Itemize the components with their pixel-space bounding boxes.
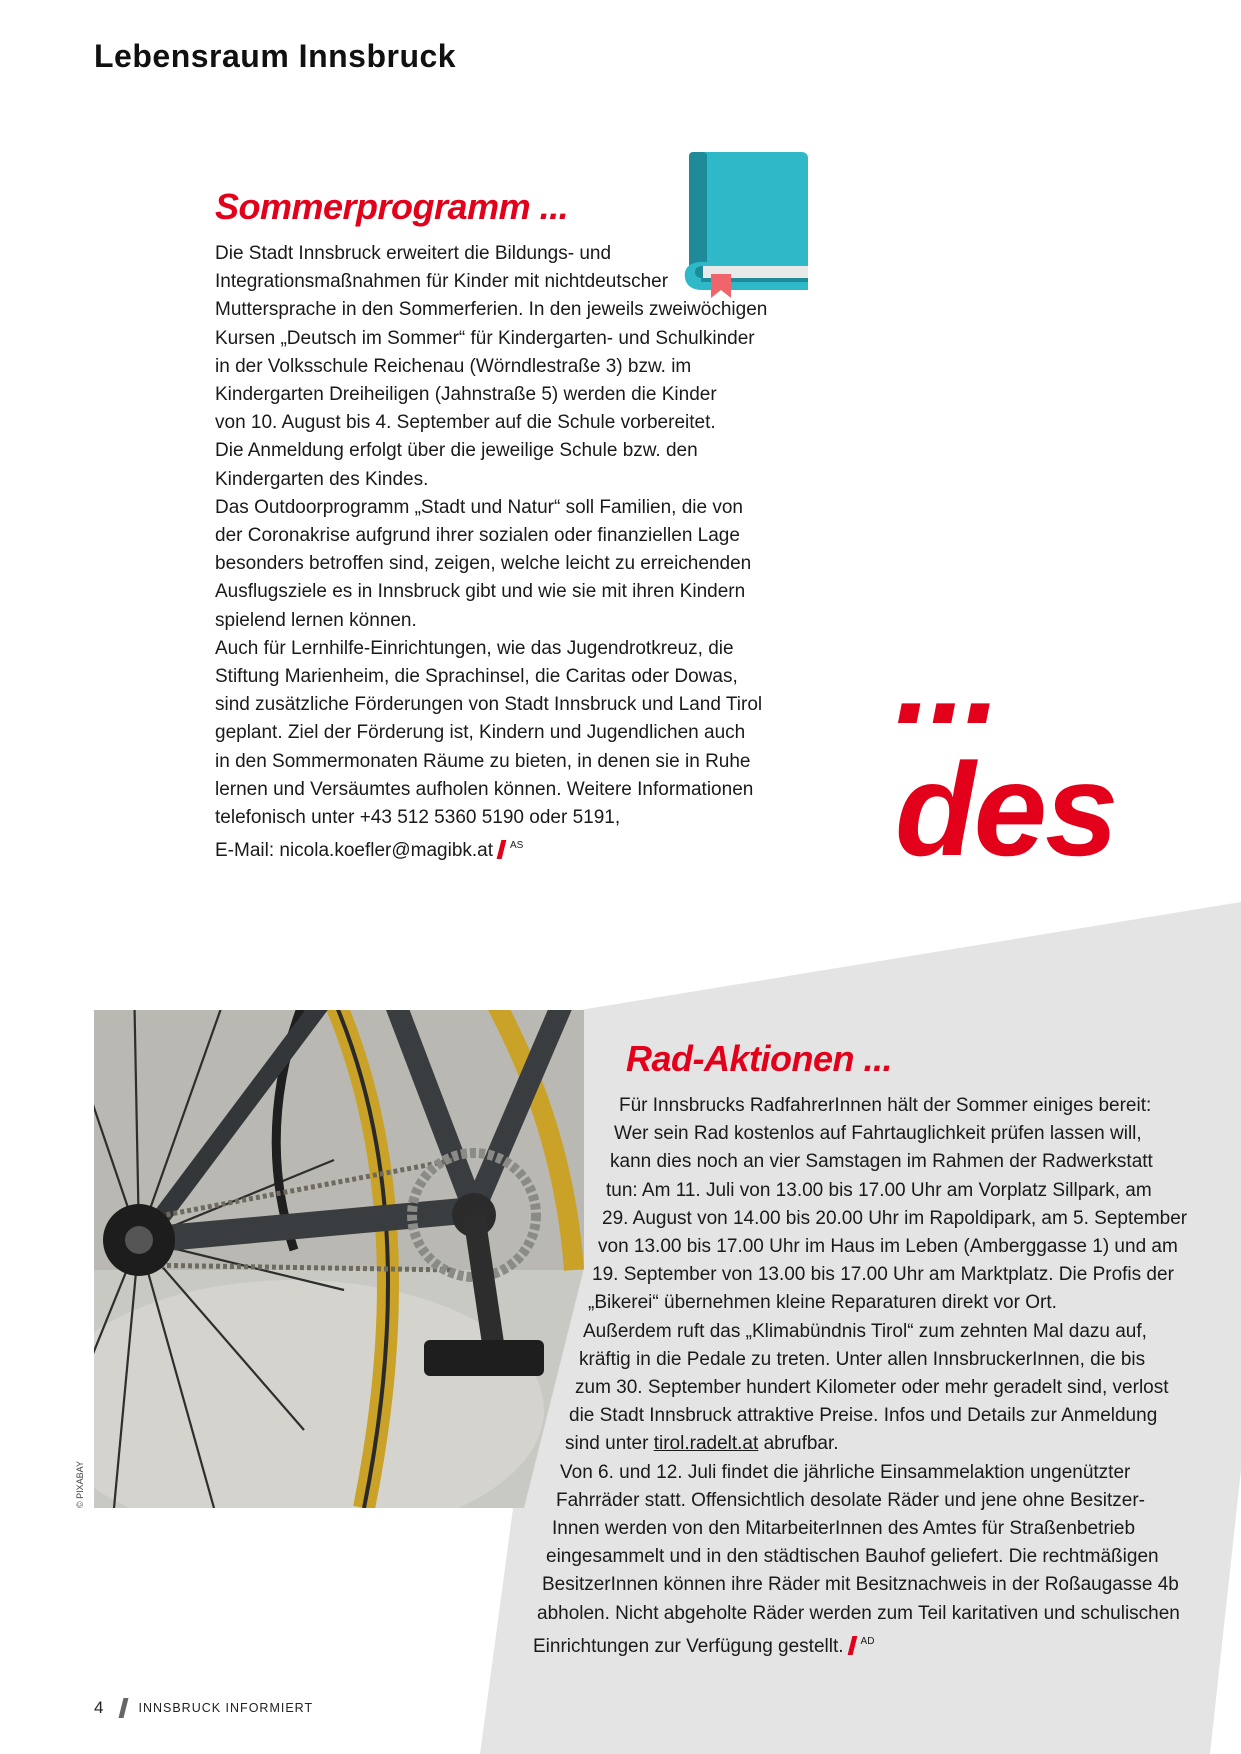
text-line: der Coronakrise aufgrund ihrer sozialen oder finanziellen Lage [215,525,740,547]
text-line: von 10. August bis 4. September auf die Schule vorbereitet. [215,412,716,434]
text-line: telefonisch unter +43 512 5360 5190 oder 5191, [215,807,621,829]
link-prefix: sind unter [565,1433,649,1455]
page-footer [94,1698,313,1718]
text-line: Fahrräder statt. Offensichtlich desolate Räder und jene ohne Besitzer- [556,1489,1145,1511]
photo-credit: © PIXABAY [75,1461,85,1508]
text-line: eingesammelt und in den städtischen Bauhof geliefert. Die rechtmäßigen [546,1546,1159,1568]
text-line: kann dies noch an vier Samstagen im Rahmen der Radwerkstatt [610,1151,1153,1173]
section-title-sommerprogramm: Sommerprogramm ... [215,186,569,227]
text-line: Kursen „Deutsch im Sommer“ für Kindergarten- und Schulkinder [215,327,755,349]
text-line: Muttersprache in den Sommerferien. In den jeweils zweiwöchigen [215,299,768,321]
text-line: spielend lernen können. [215,609,417,631]
link-suffix: abrufbar. [763,1433,839,1455]
text-line: von 13.00 bis 17.00 Uhr im Haus im Leben (Amberggasse 1) und am [598,1236,1178,1258]
text-line: Ausflugsziele es in Innsbruck gibt und wie sie mit ihren Kindern [215,581,746,603]
author-signature: AD [860,1635,875,1647]
text-line: in den Sommermonaten Räume zu bieten, in denen sie in Ruhe [215,750,751,772]
text-line-link [0,1430,1187,1458]
text-line: Außerdem ruft das „Klimabündnis Tirol“ zum zehnten Mal dazu auf, [583,1320,1147,1342]
text-line: Das Outdoorprogramm „Stadt und Natur“ soll Familien, die von [215,496,744,518]
section-body-rad-aktionen [0,1092,1187,1661]
text-line: Auch für Lernhilfe-Einrichtungen, wie das Jugendrotkreuz, die [215,637,734,659]
text-line: lernen und Versäumtes aufholen können. Weitere Informationen [215,778,754,800]
text-line: kräftig in die Pedale zu treten. Unter allen InnsbruckerInnen, die bis [579,1348,1146,1370]
end-slash-icon [847,1636,857,1655]
text-line: sind zusätzliche Förderungen von Stadt Innsbruck und Land Tirol [215,694,763,716]
publication-name: INNSBRUCK INFORMIERT [138,1701,314,1715]
author-signature: AS [510,840,524,852]
footer-slash-icon [119,1698,129,1718]
text-line: besonders betroffen sind, zeigen, welche leicht zu erreichenden [215,553,752,575]
text-line: Für Innsbrucks RadfahrerInnen hält der Sommer einiges bereit: [619,1095,1152,1116]
text-line: Von 6. und 12. Juli findet die jährliche Einsammelaktion ungenützter [560,1461,1131,1483]
text-line: tun: Am 11. Juli von 13.00 bis 17.00 Uhr am Vorplatz Sillpark, am [606,1179,1152,1201]
email-text[interactable]: E-Mail: nicola.koefler@magibk.at [215,840,494,862]
text-line: Die Anmeldung erfolgt über die jeweilige Schule bzw. den [215,440,698,462]
page-header-title: Lebensraum Innsbruck [94,38,457,74]
text-line-end [0,1628,1187,1661]
text-line: BesitzerInnen können ihre Räder mit Besitznachweis in der Roßaugasse 4b [542,1574,1179,1596]
tirol-radelt-link[interactable]: tirol.radelt.at [653,1433,759,1455]
section-body-sommerprogramm [215,240,767,865]
text-line: „Bikerei“ übernehmen kleine Reparaturen direkt vor Ort. [588,1292,1057,1314]
text-line: die Stadt Innsbruck attraktive Preise. Infos und Details zur Anmeldung [569,1405,1158,1427]
text-line: Wer sein Rad kostenlos auf Fahrtauglichkeit prüfen lassen will, [614,1123,1142,1145]
text-line: Kindergarten des Kindes. [215,468,429,490]
text-line: Kindergarten Dreiheiligen (Jahnstraße 5) werden die Kinder [215,384,717,406]
last-line-text: Einrichtungen zur Verfügung gestellt. [533,1635,844,1657]
end-slash-icon [497,840,507,859]
text-line: geplant. Ziel der Förderung ist, Kindern und Jugendlichen auch [215,722,746,744]
text-line: 29. August von 14.00 bis 20.00 Uhr im Rapoldipark, am 5. September [602,1207,1188,1229]
text-line: zum 30. September hundert Kilometer oder mehr geradelt sind, verlost [575,1377,1169,1399]
text-line: 19. September von 13.00 bis 17.00 Uhr am Marktplatz. Die Profis der [592,1264,1174,1286]
text-line: Innen werden von den MitarbeiterInnen des Amtes für Straßenbetrieb [552,1518,1136,1540]
text-line: Integrationsmaßnahmen für Kinder mit nichtdeutscher [215,271,669,293]
text-line: in der Volksschule Reichenau (Wörndlestraße 3) bzw. im [215,355,692,377]
text-line: abholen. Nicht abgeholte Räder werden zum Teil karitativen und schulischen [537,1602,1180,1624]
big-word-des: ... des [895,604,1117,883]
text-line: Stiftung Marienheim, die Sprachinsel, die Caritas oder Dowas, [215,666,738,688]
text-line-email [215,832,767,865]
text-line: Die Stadt Innsbruck erweitert die Bildungs- und [215,243,612,264]
page-number: 4 [94,1698,104,1717]
section-title-rad-aktionen: Rad-Aktionen ... [626,1038,893,1079]
